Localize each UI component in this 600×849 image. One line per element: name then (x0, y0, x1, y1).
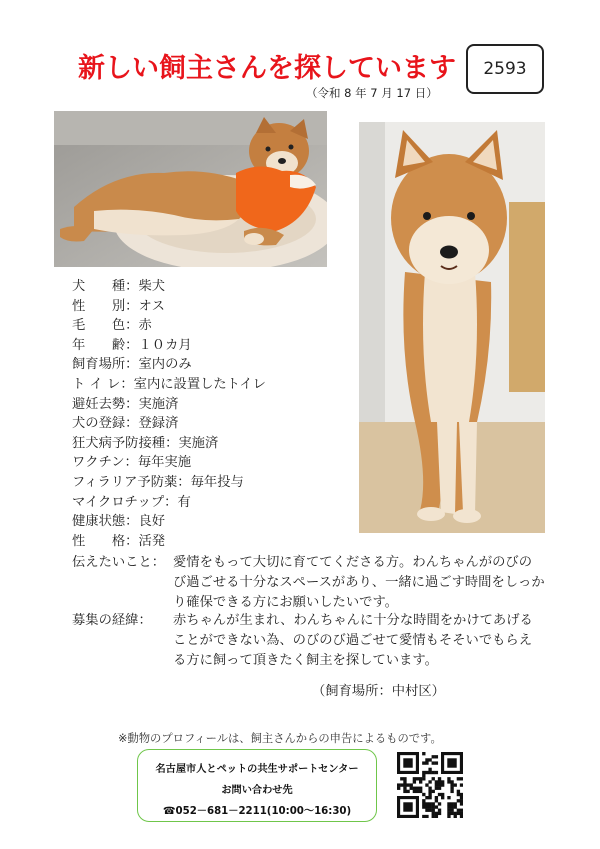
org-name: 名古屋市人とペットの共生サポートセンター (155, 764, 359, 775)
wish-section (72, 553, 552, 613)
profile-row (72, 532, 266, 552)
phone-number: ☎052－681－2211(10:00～16:30) (162, 806, 352, 817)
wish-label: 伝えたいこと： (72, 555, 166, 570)
date-label: （令和 8 年 7 月 17 日） (306, 86, 438, 100)
profile-row (72, 375, 266, 395)
profile-row (72, 277, 266, 297)
profile-value: 室内に設置したトイレ (133, 376, 266, 392)
wish-text: 愛情をもって大切に育ててくださる方。わんちゃんがのびのび過ごせる十分なスペースがあり、一緒に過ごす時間をしっかり確保できる方にお願いしたいです。 (173, 555, 545, 610)
profile-row (72, 297, 266, 317)
qr-code-icon[interactable] (397, 752, 463, 818)
profile-label: 犬の登録： (72, 416, 139, 432)
profile-label: 年 齢： (72, 337, 139, 353)
profile-value: 登録済 (138, 416, 179, 432)
profile-value: １０カ月 (138, 337, 192, 353)
profile-row (72, 453, 266, 473)
profile-row (72, 493, 266, 513)
profile-label: 性 格： (72, 533, 139, 549)
id-number: 2593 (483, 59, 527, 79)
profile-label: 性 別： (72, 298, 139, 314)
profile-row (72, 434, 266, 454)
profile-value: 良好 (138, 514, 166, 530)
profile-row (72, 414, 266, 434)
id-number-box (466, 44, 544, 94)
dog-sitting-photo (359, 122, 545, 533)
profile-value: 室内のみ (138, 357, 192, 373)
profile-label: ワクチン： (72, 455, 138, 471)
profile-value: 柴犬 (138, 279, 166, 294)
profile-note: ※動物のプロフィールは、飼主さんからの申告によるものです。 (118, 732, 442, 745)
profile-row (72, 473, 266, 493)
profile-row (72, 512, 266, 532)
dog-lying-photo (54, 111, 327, 267)
profile-value: 活発 (138, 533, 166, 549)
profile-value: 実施済 (138, 396, 179, 412)
profile-label: フィラリア予防薬： (72, 474, 191, 490)
profile-label: 飼育場所： (72, 357, 139, 373)
profile-label: ト イ レ： (72, 376, 134, 392)
profile-row (72, 355, 266, 375)
profile-row (72, 395, 266, 415)
profile-value: 実施済 (178, 435, 219, 451)
profile-list (72, 277, 266, 551)
reason-text: 赤ちゃんが生まれ、わんちゃんに十分な時間をかけてあげることができない為、のびのび過ごせて愛情もそそいでもらえる方に飼って頂きたく飼主を探しています。 (173, 613, 533, 668)
reason-section (72, 611, 552, 671)
page-title: 新しい飼主さんを探しています (78, 53, 456, 84)
reason-label: 募集の経緯： (72, 613, 152, 628)
profile-value: 赤 (138, 318, 152, 334)
profile-value: 毎年実施 (137, 455, 192, 471)
profile-label: 毛 色： (72, 318, 139, 334)
profile-label: 避妊去勢： (72, 396, 139, 412)
profile-row (72, 336, 266, 356)
profile-label: 犬 種： (72, 279, 139, 294)
profile-label: マイクロチップ： (72, 494, 178, 510)
profile-label: 狂犬病予防接種： (72, 435, 179, 451)
profile-value: 毎年投与 (190, 474, 244, 490)
profile-row (72, 316, 266, 336)
profile-value: 有 (177, 494, 191, 510)
profile-label: 健康状態： (72, 514, 139, 530)
inquiry-label: お問い合わせ先 (221, 785, 293, 796)
location-label: （飼育場所：中村区） (312, 684, 445, 699)
profile-value: オス (138, 298, 165, 314)
contact-box (137, 749, 377, 822)
